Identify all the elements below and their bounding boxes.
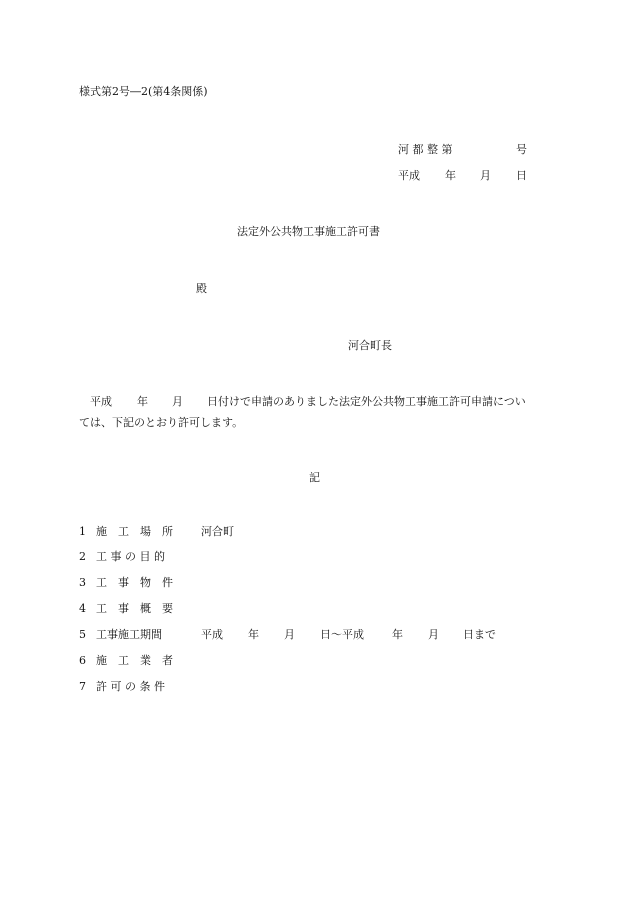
body-rest: 日付けで申請のありました法定外公共物工事施工許可申請につい	[207, 395, 526, 408]
item-number: 6	[79, 654, 86, 667]
body-year: 年	[137, 395, 148, 408]
item-label: 工 事 物 件	[96, 576, 173, 589]
item-row	[79, 577, 559, 591]
item-row	[79, 603, 559, 617]
ki-heading: 記	[309, 471, 320, 484]
item-label: 工事施工期間	[96, 628, 162, 641]
date-era: 平成	[398, 169, 420, 182]
item-row	[79, 551, 559, 565]
item-row	[79, 655, 559, 669]
item-row	[79, 526, 559, 540]
body-month: 月	[172, 395, 183, 408]
reference-suffix: 号	[516, 143, 527, 156]
period-day-start: 日～平成	[320, 628, 364, 641]
item-label: 工 事 の 目 的	[96, 550, 165, 563]
period-month-start: 月	[284, 628, 295, 641]
date-day: 日	[516, 169, 527, 182]
period-era-start: 平成	[201, 628, 223, 641]
date-year: 年	[445, 169, 456, 182]
body-text-line-2: ては、下記のとおり許可します。	[79, 416, 244, 429]
item-value: 河合町	[201, 525, 234, 538]
item-number: 3	[79, 576, 86, 589]
reference-prefix: 河 都 整 第	[398, 143, 453, 156]
form-number-label: 様式第2号―2(第4条関係)	[79, 85, 208, 98]
item-label: 施 工 業 者	[96, 654, 173, 667]
period-year-end: 年	[392, 628, 403, 641]
period-day-end: 日まで	[463, 628, 496, 641]
addressee-suffix: 殿	[196, 282, 207, 295]
date-month: 月	[480, 169, 491, 182]
item-number: 4	[79, 602, 86, 615]
document-title: 法定外公共物工事施工許可書	[237, 225, 380, 238]
item-label: 施 工 場 所	[96, 525, 173, 538]
item-number: 5	[79, 628, 86, 641]
body-era: 平成	[90, 395, 112, 408]
item-label: 許 可 の 条 件	[96, 680, 165, 693]
item-row	[79, 681, 559, 695]
issuer-name: 河合町長	[348, 339, 392, 352]
issue-date-line	[398, 170, 538, 225]
item-number: 1	[79, 525, 86, 538]
period-month-end: 月	[428, 628, 439, 641]
item-row	[79, 629, 559, 643]
item-number: 7	[79, 680, 86, 693]
item-number: 2	[79, 550, 86, 563]
period-year-start: 年	[248, 628, 259, 641]
item-label: 工 事 概 要	[96, 602, 173, 615]
